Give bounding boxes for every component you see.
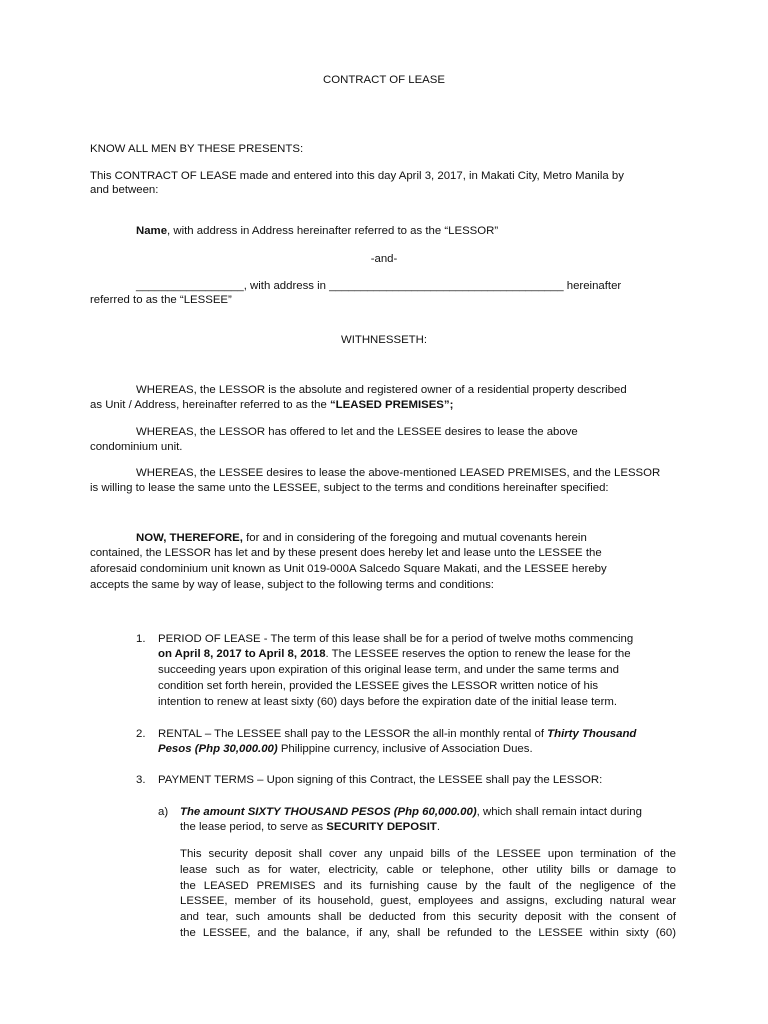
clause-1-line-5: intention to renew at least sixty (60) days before the expiration date of the initial lease term. <box>158 696 618 708</box>
lessor-party-line <box>136 224 498 238</box>
whereas-2-line-1: WHEREAS, the LESSOR has offered to let and the LESSEE desires to lease the above <box>136 426 578 438</box>
clause-3-line-1: PAYMENT TERMS – Upon signing of this Contract, the LESSEE shall pay the LESSOR: <box>158 774 603 786</box>
now-therefore-line-4: accepts the same by way of lease, subject to the following terms and conditions: <box>90 579 494 591</box>
lessee-hereinafter: hereinafter <box>566 280 622 292</box>
clause-1-line-2-text: . The LESSEE reserves the option to renew the lease for the <box>325 648 631 660</box>
security-deposit-term: SECURITY DEPOSIT <box>326 821 437 833</box>
clause-2-number: 2. <box>136 728 146 740</box>
clause-3a-letter: a) <box>158 806 169 818</box>
whereas-3-line-1: WHEREAS, the LESSEE desires to lease the above-mentioned LEASED PREMISES, and the LESSOR <box>136 467 661 479</box>
know-all-heading: KNOW ALL MEN BY THESE PRESENTS: <box>90 143 304 155</box>
lessor-party-text: , with address in Address hereinafter referred to as the “LESSOR” <box>167 225 499 237</box>
and-separator: -and- <box>370 253 398 265</box>
document-title: CONTRACT OF LEASE <box>323 74 445 86</box>
clause-2-text: RENTAL – The LESSEE shall pay to the LESSOR the all-in monthly rental of <box>158 728 548 740</box>
lessee-party-line-1 <box>136 279 621 293</box>
clause-1-number: 1. <box>136 633 146 645</box>
clause-1-line-4: condition set forth herein, provided the LESSEE gives the LESSOR written notice of his <box>158 680 599 692</box>
whereas-1-text: as Unit / Address, hereinafter referred to as the <box>90 399 330 411</box>
security-line-6: the LESSEE, and the balance, if any, shall be refunded to the LESSEE within sixty (60) <box>180 927 676 939</box>
now-therefore-lead: NOW, THEREFORE, <box>136 532 243 544</box>
rental-amount-words: Thirty Thousand <box>547 728 637 740</box>
security-line-3: the LEASED PREMISES and its furnishing cause by the fault of the negligence of the <box>180 880 676 892</box>
clause-3a-line-1 <box>180 805 642 819</box>
clause-2-line-2 <box>158 742 533 756</box>
clause-3a-period: . <box>436 821 440 833</box>
clause-1-line-1: PERIOD OF LEASE - The term of this lease shall be for a period of twelve moths commencing <box>158 633 634 645</box>
lease-period-dates: on April 8, 2017 to April 8, 2018 <box>158 648 326 660</box>
whereas-1-line-2 <box>90 398 453 412</box>
clause-3-number: 3. <box>136 774 146 786</box>
clause-1-line-3: succeeding years upon expiration of this original lease term, and under the same terms and <box>158 664 619 676</box>
witnesseth-heading: WITHNESSETH: <box>340 334 428 346</box>
clause-1-line-2 <box>158 647 631 661</box>
whereas-3-line-2: is willing to lease the same unto the LESSEE, subject to the terms and conditions hereinafter specified: <box>90 482 609 494</box>
lessee-name-blank: _________________, with address in <box>136 280 326 292</box>
rental-amount-figure: Pesos (Php 30,000.00) <box>158 743 278 755</box>
lessee-address-blank: _____________________________________ <box>329 280 564 292</box>
lessor-name: Name <box>136 225 168 237</box>
whereas-1-line-1: WHEREAS, the LESSOR is the absolute and registered owner of a residential property described <box>136 384 627 396</box>
security-line-2: lease such as for water, electricity, cable or telephone, other utility bills or damage to <box>180 864 676 876</box>
now-therefore-text: for and in considering of the foregoing and mutual covenants herein <box>242 532 587 544</box>
leased-premises-term: “LEASED PREMISES”; <box>329 399 454 411</box>
lessee-party-line-2: referred to as the “LESSEE” <box>90 294 232 306</box>
clause-2-line-2-text: Philippine currency, inclusive of Association Dues. <box>277 743 533 755</box>
intro-line-2: and between: <box>90 184 159 196</box>
clause-3a-line-1-text: , which shall remain intact during <box>476 806 642 818</box>
clause-2-line-1 <box>158 727 636 741</box>
security-line-1: This security deposit shall cover any unpaid bills of the LESSEE upon termination of the <box>180 848 676 860</box>
intro-line-1: This CONTRACT OF LEASE made and entered into this day April 3, 2017, in Makati City, Metro Manila by <box>90 170 624 182</box>
security-line-4: LESSEE, member of its household, guest, employees and assigns, excluding natural wear <box>180 895 676 907</box>
now-therefore-line-3: aforesaid condominium unit known as Unit 019-000A Salcedo Square Makati, and the LESSEE hereby <box>90 563 607 575</box>
now-therefore-line-1 <box>136 531 587 545</box>
security-line-5: and tear, such amounts shall be deducted from this security deposit with the consent of <box>180 911 676 923</box>
clause-3a-line-2-text: the lease period, to serve as <box>180 821 327 833</box>
clause-3a-line-2 <box>180 820 440 834</box>
security-deposit-amount: The amount SIXTY THOUSAND PESOS (Php 60,000.00) <box>180 806 477 818</box>
now-therefore-line-2: contained, the LESSOR has let and by these present does hereby let and lease unto the LESSEE the <box>90 547 602 559</box>
whereas-2-line-2: condominium unit. <box>90 441 183 453</box>
